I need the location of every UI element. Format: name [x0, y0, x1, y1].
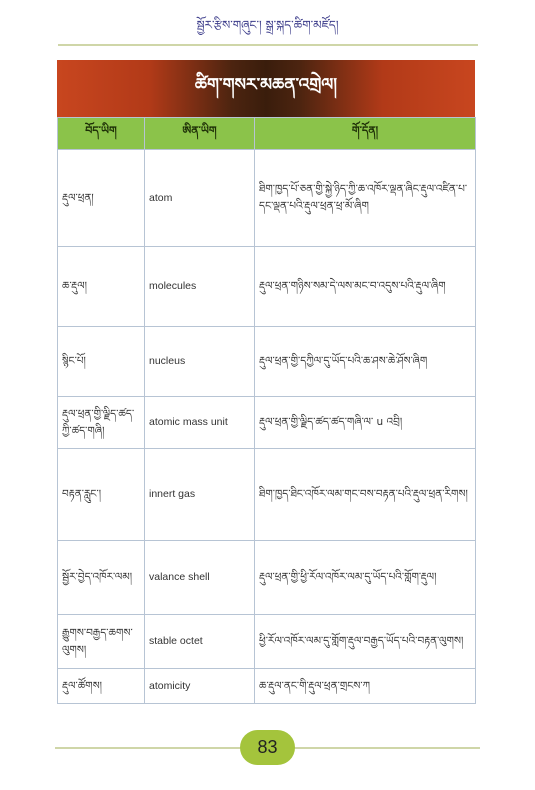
table-row	[58, 150, 476, 247]
term-tibetan: རྡུལ་ཕྲན།	[58, 150, 145, 247]
term-english: molecules	[145, 247, 255, 327]
term-tibetan: རྡུལ་ཚོགས།	[58, 669, 145, 704]
term-meaning: རྡུལ་ཕྲན་གཉིས་སམ་དེ་ལས་མང་བ་འདུས་པའི་རྡུལ་ཞིག	[255, 247, 476, 327]
term-tibetan: སྦྱོར་བྱེད་འཁོར་ལམ།	[58, 541, 145, 615]
term-meaning: ཕྱི་རོལ་འཁོར་ལམ་དུ་གློག་རྡུལ་བརྒྱད་ཡོད་པའི་བརྟན་ལུགས།	[255, 615, 476, 669]
page-number-badge	[240, 730, 295, 765]
header-rule	[58, 44, 478, 46]
term-tibetan: རྒྱུགས་བརྒྱད་ཆགས་ལུགས།	[58, 615, 145, 669]
column-header-tibetan: བོད་ཡིག	[58, 118, 145, 150]
term-tibetan: སྙིང་པོ།	[58, 327, 145, 397]
table-row	[58, 541, 476, 615]
column-header-meaning: གོ་དོན།	[255, 118, 476, 150]
page-title: ཚིག་གསར་མཆན་འགྲེལ།	[194, 74, 338, 95]
glossary-table	[57, 117, 476, 704]
term-english: valance shell	[145, 541, 255, 615]
column-header-english: ཨིན་ཡིག	[145, 118, 255, 150]
term-tibetan: བརྟན་རླུང་།	[58, 449, 145, 541]
term-meaning: རྡུལ་ཕྲན་གྱི་ལྗིད་ཚད་ཚད་གཞི་ལ་ u འབྲི།	[255, 397, 476, 449]
term-english: atom	[145, 150, 255, 247]
term-english: innert gas	[145, 449, 255, 541]
running-head: སྦྱོར་རྩིས་གཞུང་། སྒྲ་སྐད་ཚིག་མཛོད།	[196, 18, 339, 32]
term-tibetan: རྡུལ་ཕྲན་གྱི་ལྗིད་ཚད་ཀྱི་ཚད་གཞི།	[58, 397, 145, 449]
term-english: stable octet	[145, 615, 255, 669]
table-row	[58, 669, 476, 704]
title-banner	[57, 60, 475, 117]
term-english: atomicity	[145, 669, 255, 704]
table-row	[58, 247, 476, 327]
table-row	[58, 327, 476, 397]
term-meaning: ཐིག་ཁྱད་པོ་ཅན་གྱི་སྐྱེ་ཉིད་ཀྱི་ཆ་འཁོར་ལྡན་ཞིང་རྡུལ་འཛིན་པ་དང་ལྡན་པའི་རྡུལ་ཕྲན་ཕྲ་མོ་ཞིག	[255, 150, 476, 247]
term-meaning: ཐིག་ཁྱད་ཐིང་འཁོར་ལམ་གང་བས་བརྟན་པའི་རྡུལ་ཕྲན་རིགས།	[255, 449, 476, 541]
table-row	[58, 397, 476, 449]
term-english: atomic mass unit	[145, 397, 255, 449]
term-meaning: རྡུལ་ཕྲན་གྱི་ཕྱི་རོལ་འཁོར་ལམ་དུ་ཡོད་པའི་གློག་རྡུལ།	[255, 541, 476, 615]
table-row	[58, 615, 476, 669]
term-tibetan: ཆ་རྡུལ།	[58, 247, 145, 327]
term-meaning: ཆ་རྡུལ་ནང་གི་རྡུལ་ཕྲན་གྲངས་ཀ	[255, 669, 476, 704]
page-number: 83	[257, 737, 278, 757]
table-row	[58, 449, 476, 541]
term-english: nucleus	[145, 327, 255, 397]
table-header-row	[58, 118, 476, 150]
term-meaning: རྡུལ་ཕྲན་གྱི་དཀྱིལ་དུ་ཡོད་པའི་ཆ་ཤས་ཆེ་ཤོས་ཞིག	[255, 327, 476, 397]
